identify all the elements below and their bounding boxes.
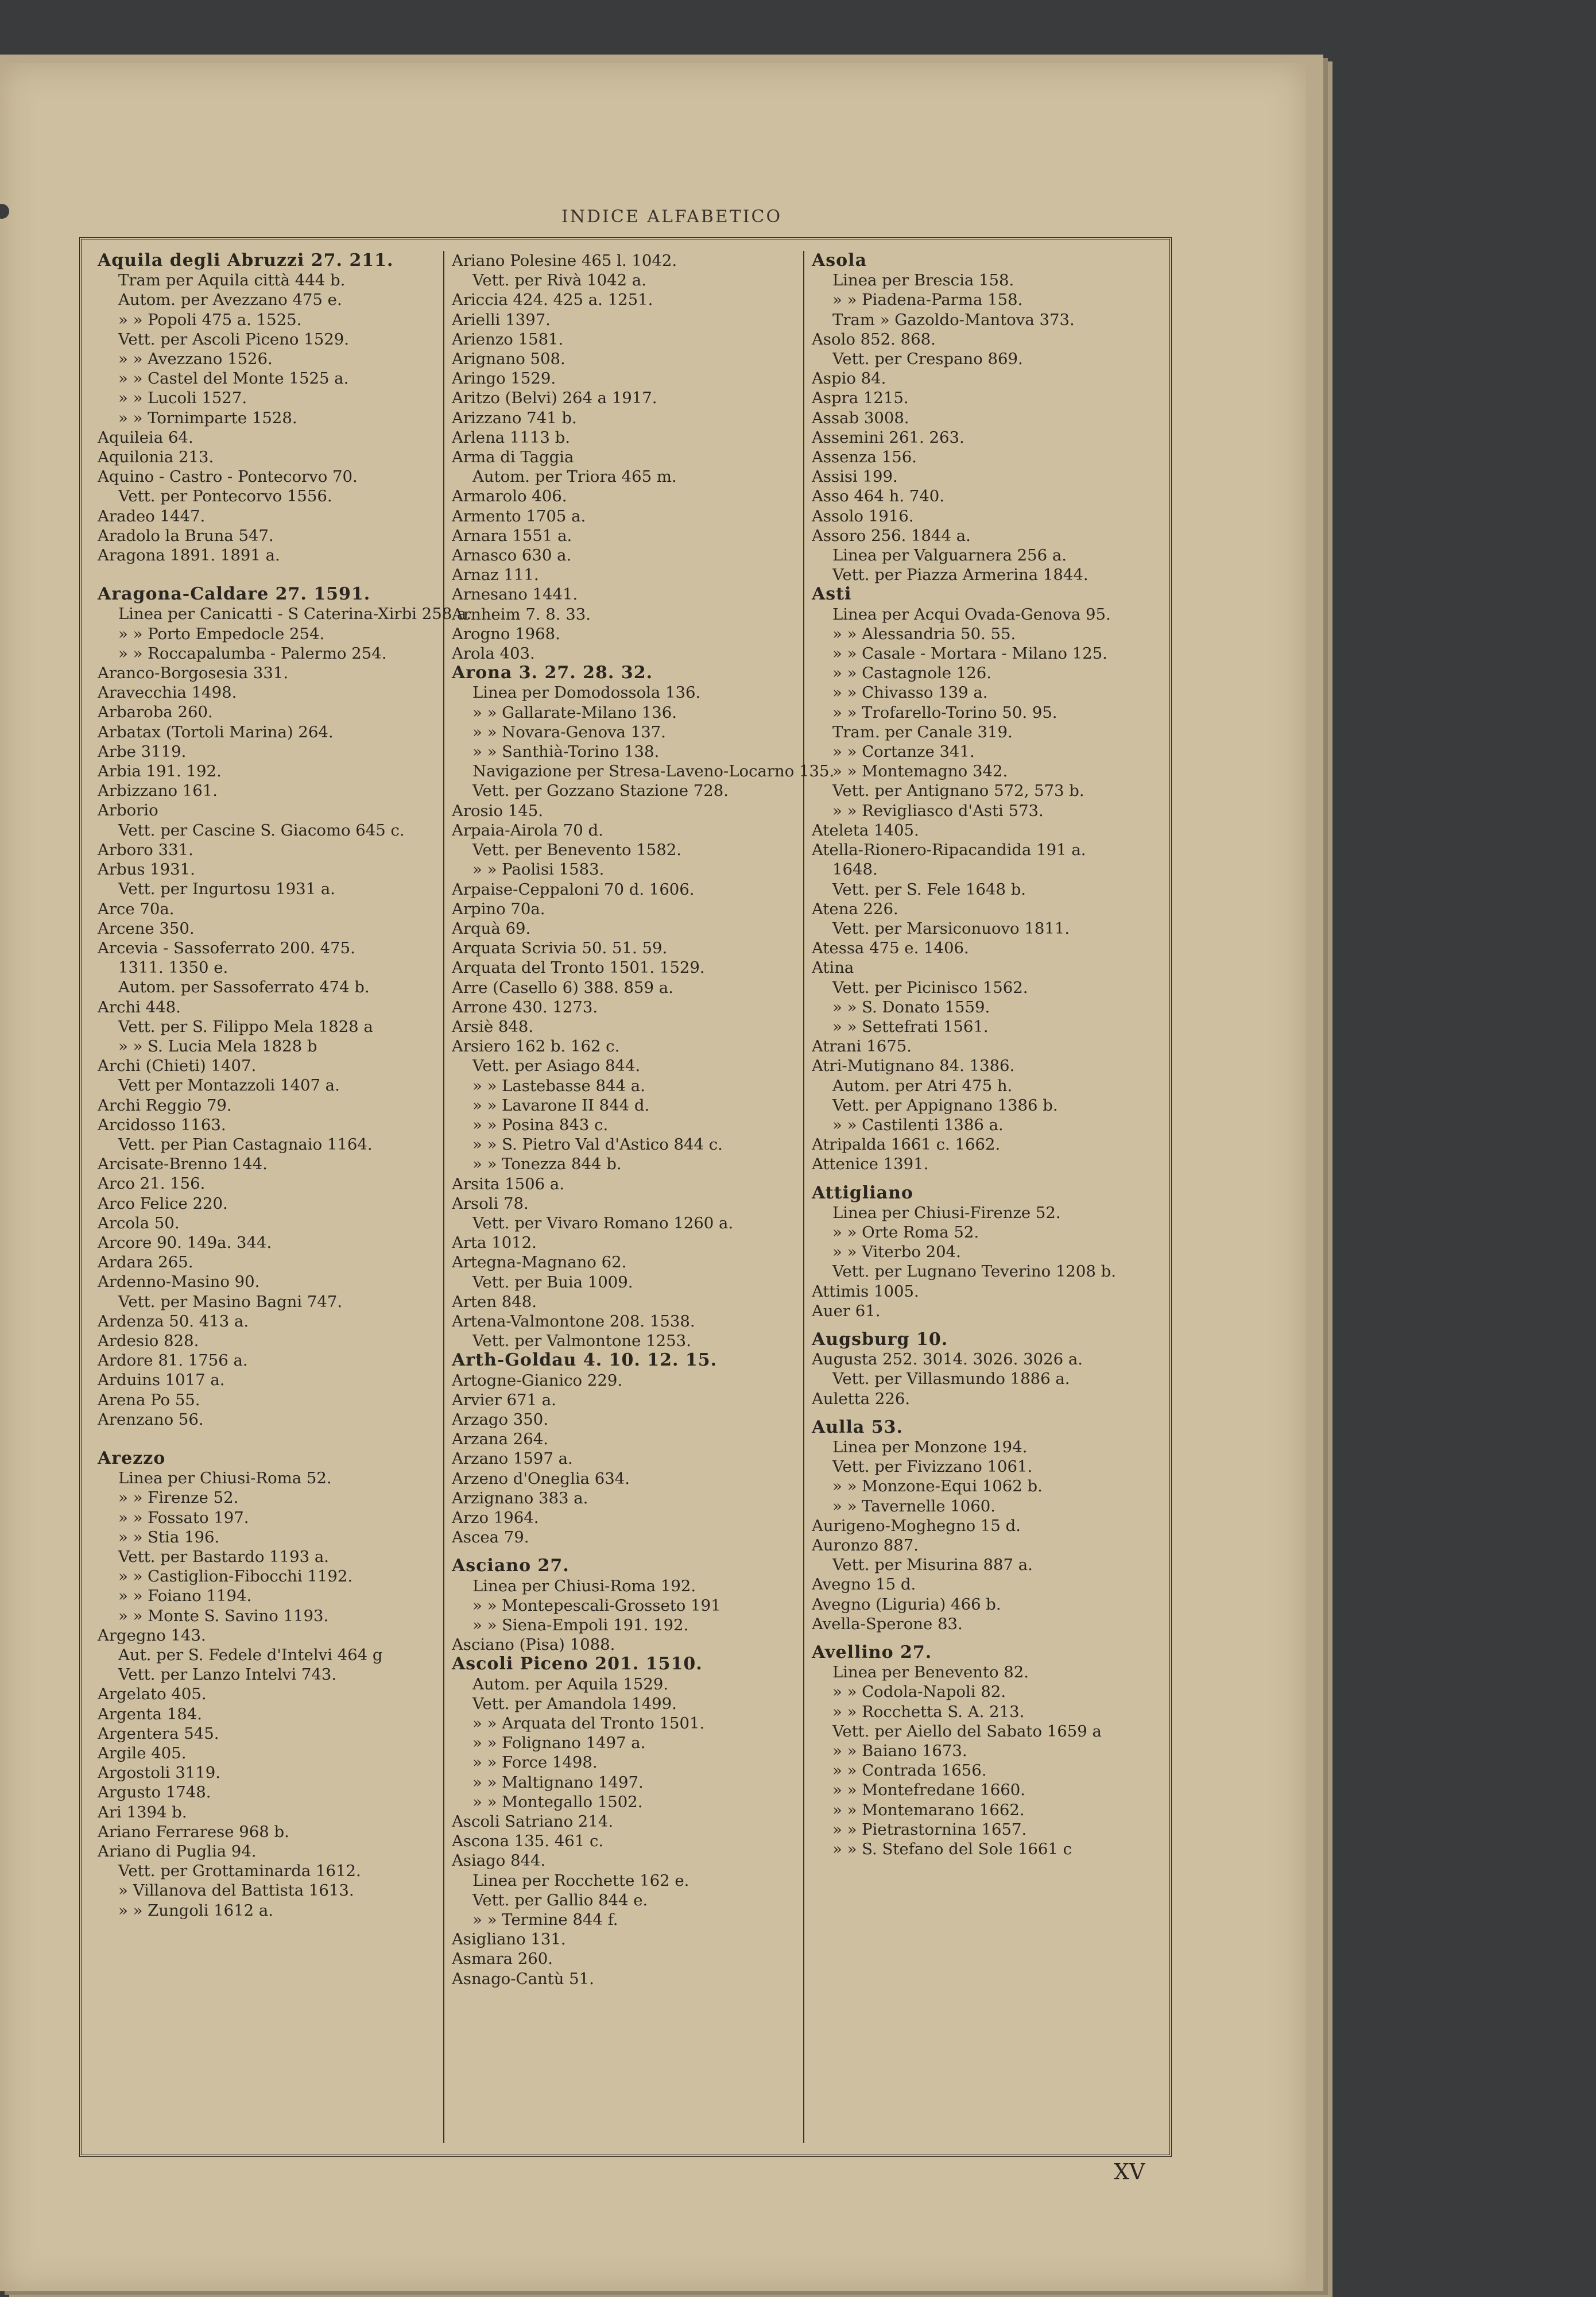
index-entry: » » Baiano 1673. — [832, 1742, 967, 1761]
index-entry: Assab 3008. — [812, 408, 909, 427]
index-entry: » » Montefredane 1660. — [832, 1781, 1025, 1800]
index-entry: 1311. 1350 e. — [118, 958, 228, 977]
index-entry: Vett. per Grottaminarda 1612. — [118, 1862, 361, 1881]
index-entry: Argile 405. — [98, 1744, 187, 1763]
index-entry: Autom. per Triora 465 m. — [472, 467, 677, 486]
index-entry: » » S. Stefano del Sole 1661 c — [832, 1840, 1072, 1859]
index-entry: Arpaia-Airola 70 d. — [452, 821, 603, 840]
index-entry: Atena 226. — [812, 899, 898, 918]
index-heading: Aquila degli Abruzzi 27. 211. — [98, 250, 394, 270]
index-entry: » » Roccapalumba - Palermo 254. — [118, 644, 387, 663]
index-entry: Arnasco 630 a. — [452, 546, 572, 565]
index-entry: Arduins 1017 a. — [98, 1371, 225, 1390]
index-entry: Arignano 508. — [452, 350, 565, 369]
index-entry: » » Santhià-Torino 138. — [472, 743, 660, 761]
index-entry: Vett. per Marsiconuovo 1811. — [832, 919, 1070, 938]
index-entry: Arzano 1597 a. — [452, 1449, 573, 1468]
index-entry: » » Monte S. Savino 1193. — [118, 1606, 329, 1625]
index-entry: Linea per Acqui Ovada-Genova 95. — [832, 605, 1111, 624]
index-entry: Ariano Polesine 465 l. 1042. — [452, 252, 677, 270]
index-entry: » Villanova del Battista 1613. — [118, 1881, 354, 1900]
index-entry: Asciano (Pisa) 1088. — [452, 1635, 615, 1654]
index-entry: 1648. — [832, 860, 878, 879]
index-entry: Armento 1705 a. — [452, 506, 586, 525]
index-entry: Arbia 191. 192. — [98, 762, 222, 781]
index-entry: » » Novara-Genova 137. — [472, 722, 666, 741]
index-entry: Arco Felice 220. — [98, 1194, 228, 1213]
index-entry: Assoro 256. 1844 a. — [812, 526, 971, 545]
index-entry: » » Pietrastornina 1657. — [832, 1820, 1027, 1839]
index-entry: Aravecchia 1498. — [98, 683, 237, 702]
index-entry: Arena Po 55. — [98, 1390, 200, 1409]
index-entry: Attenice 1391. — [812, 1155, 929, 1174]
index-entry: Vett. per Appignano 1386 b. — [832, 1096, 1058, 1115]
index-entry: Aquino - Castro - Pontecorvo 70. — [98, 467, 358, 486]
index-entry: Tram. per Canale 319. — [832, 722, 1013, 741]
index-entry: Aradeo 1447. — [98, 506, 206, 525]
index-entry: Arizzano 741 b. — [452, 408, 577, 427]
index-entry: Arenzano 56. — [98, 1410, 204, 1429]
index-entry: Arosio 145. — [452, 801, 543, 820]
index-entry: Ascona 135. 461 c. — [452, 1832, 604, 1851]
index-entry: » » Folignano 1497 a. — [472, 1734, 646, 1753]
index-entry: Vett. per Gozzano Stazione 728. — [472, 782, 729, 801]
index-entry: Arcevia - Sassoferrato 200. 475. — [98, 938, 355, 957]
index-entry: Aranco-Borgosesia 331. — [98, 664, 289, 683]
index-entry: Arnesano 1441. — [452, 585, 578, 604]
index-column-3 — [812, 251, 1156, 2143]
column-rule — [803, 251, 804, 2143]
index-heading: Arezzo — [98, 1448, 166, 1468]
index-entry: Arsita 1506 a. — [452, 1174, 564, 1193]
index-entry: Ardenno-Masino 90. — [98, 1273, 260, 1291]
index-entry: » » Orte Roma 52. — [832, 1223, 979, 1242]
index-entry: Vett. per Misurina 887 a. — [832, 1556, 1033, 1575]
index-entry: Arbe 3119. — [98, 742, 187, 761]
index-entry: Vett. per Antignano 572, 573 b. — [832, 782, 1084, 801]
index-entry: Arienzo 1581. — [452, 330, 564, 349]
index-entry: Auer 61. — [812, 1301, 881, 1320]
index-entry: » » Contrada 1656. — [832, 1761, 987, 1780]
index-entry: Vett. per Valmontone 1253. — [472, 1332, 691, 1351]
index-entry: Avegno 15 d. — [812, 1575, 916, 1594]
index-entry: Vett. per Cascine S. Giacomo 645 c. — [118, 821, 405, 840]
index-entry: Aurigeno-Moghegno 15 d. — [812, 1516, 1021, 1535]
index-entry: Linea per Chiusi-Roma 192. — [472, 1576, 696, 1595]
index-entry: Argusto 1748. — [98, 1783, 211, 1802]
index-entry: » » Castiglion-Fibocchi 1192. — [118, 1567, 353, 1586]
index-entry: » » Avezzano 1526. — [118, 350, 273, 369]
index-entry: Archi Reggio 79. — [98, 1096, 232, 1115]
index-entry: » » Casale - Mortara - Milano 125. — [832, 644, 1107, 663]
index-heading: Aulla 53. — [812, 1417, 903, 1437]
index-heading: Asti — [812, 584, 852, 605]
index-entry: Vett. per Ingurtosu 1931 a. — [118, 880, 336, 899]
index-entry: Autom. per Aquila 1529. — [472, 1675, 669, 1693]
index-entry: » » Arquata del Tronto 1501. — [472, 1714, 705, 1733]
index-entry: » » Montemagno 342. — [832, 762, 1008, 781]
index-entry: Tram per Aquila città 444 b. — [118, 271, 346, 290]
page-header: INDICE ALFABETICO — [561, 207, 782, 227]
index-entry: Vett. per Crespano 869. — [832, 350, 1023, 369]
index-entry: Linea per Canicatti - S Caterina-Xirbi 258 a. — [118, 605, 472, 624]
index-entry: Arzo 1964. — [452, 1509, 539, 1527]
index-entry: Argostoli 3119. — [98, 1764, 220, 1782]
index-entry: Ardesio 828. — [98, 1331, 199, 1350]
index-entry: » » Lastebasse 844 a. — [472, 1076, 645, 1095]
index-entry: Asigliano 131. — [452, 1930, 566, 1949]
index-entry: Aspio 84. — [812, 369, 886, 388]
index-entry: Arta 1012. — [452, 1233, 537, 1252]
index-entry: » » Paolisi 1583. — [472, 860, 605, 879]
index-entry: Aradolo la Bruna 547. — [98, 526, 274, 545]
index-entry: Arcola 50. — [98, 1213, 180, 1232]
index-heading: Arth-Goldau 4. 10. 12. 15. — [452, 1350, 718, 1371]
index-entry: » » Firenze 52. — [118, 1488, 239, 1507]
index-entry: Asmara 260. — [452, 1950, 553, 1969]
index-entry: Linea per Benevento 82. — [832, 1663, 1029, 1682]
index-entry: Aragona 1891. 1891 a. — [98, 546, 280, 565]
index-entry: Vett. per Pontecorvo 1556. — [118, 487, 332, 506]
index-entry: Ariccia 424. 425 a. 1251. — [452, 291, 653, 310]
index-entry: » » Montegallo 1502. — [472, 1792, 643, 1811]
index-entry: Assisi 199. — [812, 467, 898, 486]
index-entry: Arpino 70a. — [452, 899, 545, 918]
index-column-1 — [98, 250, 472, 2143]
index-entry: Vett. per Aiello del Sabato 1659 a — [832, 1722, 1102, 1741]
index-entry: Arpaise-Ceppaloni 70 d. 1606. — [452, 880, 695, 899]
index-entry: Aut. per S. Fedele d'Intelvi 464 g — [118, 1646, 383, 1665]
index-entry: Vett per Montazzoli 1407 a. — [118, 1076, 340, 1095]
index-heading: Augsburg 10. — [812, 1329, 948, 1349]
index-entry: » » Revigliasco d'Asti 573. — [832, 801, 1044, 820]
index-entry: Arogno 1968. — [452, 624, 560, 643]
index-entry: » » Lavarone II 844 d. — [472, 1096, 650, 1115]
index-entry: Ariano di Puglia 94. — [98, 1842, 257, 1861]
index-entry: Arzeno d'Oneglia 634. — [452, 1469, 630, 1488]
index-entry: Atrani 1675. — [812, 1037, 912, 1056]
index-entry: Linea per Chiusi-Roma 52. — [118, 1469, 332, 1488]
index-entry: » » Castilenti 1386 a. — [832, 1115, 1004, 1134]
index-entry: » » Tavernelle 1060. — [832, 1496, 996, 1515]
index-entry: Linea per Rocchette 162 e. — [472, 1871, 689, 1890]
index-entry: Autom. per Atri 475 h. — [832, 1076, 1013, 1095]
index-entry: Autom. per Sassoferrato 474 b. — [118, 978, 370, 997]
index-entry: Vett. per S. Filippo Mela 1828 a — [118, 1017, 373, 1036]
index-entry: Aquileia 64. — [98, 428, 193, 447]
index-entry: Asolo 852. 868. — [812, 330, 936, 349]
index-entry: Aringo 1529. — [452, 369, 556, 388]
index-entry: » » Popoli 475 a. 1525. — [118, 310, 302, 329]
index-entry: » » Stia 196. — [118, 1528, 220, 1546]
index-entry: Arielli 1397. — [452, 310, 551, 329]
index-entry: » » Force 1498. — [472, 1753, 598, 1772]
index-entry: » » Foiano 1194. — [118, 1587, 252, 1606]
index-entry: Arquata Scrivia 50. 51. 59. — [452, 939, 668, 958]
index-entry: Attimis 1005. — [812, 1282, 919, 1301]
index-entry: Ascea 79. — [452, 1528, 529, 1547]
index-entry: Vett. per Amandola 1499. — [472, 1694, 677, 1713]
index-entry: Arsiè 848. — [452, 1017, 534, 1036]
index-entry: Arvier 671 a. — [452, 1390, 556, 1409]
index-entry: Arten 848. — [452, 1292, 537, 1311]
index-entry: Ari 1394 b. — [98, 1803, 187, 1822]
index-entry: Autom. per Avezzano 475 e. — [118, 291, 342, 310]
index-entry: » » Viterbo 204. — [832, 1243, 961, 1262]
index-entry: » » Montepescali-Grosseto 191 — [472, 1596, 721, 1615]
index-entry: » » Siena-Empoli 191. 192. — [472, 1616, 689, 1635]
index-entry: Artogne-Gianico 229. — [452, 1371, 623, 1390]
index-entry: Archi 448. — [98, 997, 181, 1016]
index-entry: » » Chivasso 139 a. — [832, 683, 988, 702]
index-heading: Aragona-Caldare 27. 1591. — [98, 584, 371, 605]
index-entry: Arnaz 111. — [452, 566, 539, 585]
index-entry: Arola 403. — [452, 644, 535, 663]
index-entry: Vett. per Gallio 844 e. — [472, 1890, 648, 1909]
index-entry: » » Posina 843 c. — [472, 1115, 609, 1134]
index-entry: Tram » Gazoldo-Mantova 373. — [832, 310, 1075, 329]
index-entry: » » S. Donato 1559. — [832, 997, 990, 1016]
index-entry: Arquà 69. — [452, 919, 531, 938]
index-entry: Arquata del Tronto 1501. 1529. — [452, 958, 705, 977]
index-entry: Vett. per Buia 1009. — [472, 1273, 633, 1291]
index-entry: Vett. per Bastardo 1193 a. — [118, 1548, 330, 1566]
index-entry: Atessa 475 e. 1406. — [812, 939, 969, 958]
book-page — [0, 63, 1306, 2291]
index-entry: Vett. per Lanzo Intelvi 743. — [118, 1665, 337, 1684]
index-entry: Argelato 405. — [98, 1685, 207, 1704]
index-entry: » » Alessandria 50. 55. — [832, 624, 1016, 643]
index-entry: Assemini 261. 263. — [812, 428, 964, 447]
index-entry: Aspra 1215. — [812, 389, 909, 408]
index-entry: » » Tornimparte 1528. — [118, 408, 297, 427]
index-entry: Atina — [812, 958, 854, 977]
index-entry: Arco 21. 156. — [98, 1174, 206, 1193]
index-entry: Vett. per S. Fele 1648 b. — [832, 880, 1026, 899]
index-entry: Arrone 430. 1273. — [452, 997, 598, 1016]
index-entry: » » S. Pietro Val d'Astico 844 c. — [472, 1135, 723, 1154]
index-entry: Aritzo (Belvi) 264 a 1917. — [452, 389, 657, 408]
index-entry: Asnago-Cantù 51. — [452, 1969, 594, 1988]
index-entry: Arbizzano 161. — [98, 782, 218, 801]
index-entry: Artegna-Magnano 62. — [452, 1253, 627, 1272]
index-entry: » » Gallarate-Milano 136. — [472, 703, 677, 722]
index-entry: Arborio — [98, 801, 158, 820]
index-entry: Asiago 844. — [452, 1851, 546, 1870]
index-entry: » » Tonezza 844 b. — [472, 1155, 622, 1174]
index-entry: Atri-Mutignano 84. 1386. — [812, 1057, 1015, 1076]
index-entry: Artena-Valmontone 208. 1538. — [452, 1312, 695, 1331]
index-entry: Archi (Chieti) 1407. — [98, 1057, 257, 1076]
index-entry: Ardore 81. 1756 a. — [98, 1351, 248, 1370]
index-entry: Assolo 1916. — [812, 506, 914, 525]
index-entry: Vett. per Villasmundo 1886 a. — [832, 1370, 1070, 1389]
index-frame — [79, 237, 1172, 2157]
index-entry: Arma di Taggia — [452, 448, 574, 467]
index-entry: Vett. per Fivizzano 1061. — [832, 1457, 1033, 1476]
index-entry: Arcene 350. — [98, 919, 195, 938]
index-entry: Arce 70a. — [98, 899, 175, 918]
index-entry: Augusta 252. 3014. 3026. 3026 a. — [812, 1350, 1083, 1369]
index-entry: Arlena 1113 b. — [452, 428, 570, 447]
index-entry: » » Castel del Monte 1525 a. — [118, 369, 349, 388]
index-entry: Argentera 545. — [98, 1724, 219, 1743]
index-entry: Vett. per Pian Castagnaio 1164. — [118, 1135, 373, 1154]
index-heading: Asola — [812, 250, 867, 270]
index-entry: Arcidosso 1163. — [98, 1115, 226, 1134]
index-entry: Aquilonia 213. — [98, 448, 214, 467]
index-entry: Ariano Ferrarese 968 b. — [98, 1822, 289, 1841]
index-entry: Ardara 265. — [98, 1253, 193, 1272]
index-entry: Arboro 331. — [98, 840, 193, 859]
index-entry: Ascoli Satriano 214. — [452, 1812, 614, 1831]
index-entry: » » Castagnole 126. — [832, 664, 992, 683]
page-number: XV — [1114, 2159, 1145, 2184]
index-entry: Armarolo 406. — [452, 487, 567, 506]
index-entry: Asso 464 h. 740. — [812, 487, 945, 506]
binding-hole — [0, 204, 9, 219]
index-entry: Argenta 184. — [98, 1704, 203, 1723]
index-entry: » » Zungoli 1612 a. — [118, 1901, 274, 1920]
index-entry: Vett. per Piazza Armerina 1844. — [832, 566, 1088, 585]
index-entry: Arzago 350. — [452, 1410, 549, 1429]
index-entry: Assenza 156. — [812, 448, 917, 467]
index-entry: Linea per Chiusi-Firenze 52. — [832, 1203, 1061, 1222]
index-entry: Vett. per Masino Bagni 747. — [118, 1292, 343, 1311]
index-entry: Atella-Rionero-Ripacandida 191 a. — [812, 841, 1086, 860]
index-entry: Avella-Sperone 83. — [812, 1614, 963, 1633]
index-entry: » » Cortanze 341. — [832, 743, 975, 761]
index-entry: Vett. per Rivà 1042 a. — [472, 271, 646, 290]
index-entry: Linea per Monzone 194. — [832, 1437, 1028, 1456]
index-entry: » » S. Lucia Mela 1828 b — [118, 1037, 317, 1055]
column-rule — [443, 251, 444, 2143]
index-entry: » » Trofarello-Torino 50. 95. — [832, 703, 1057, 722]
index-entry: Vett. per Lugnano Teverino 1208 b. — [832, 1262, 1116, 1281]
index-entry: » » Fossato 197. — [118, 1508, 249, 1527]
index-heading: Attigliano — [812, 1182, 913, 1203]
index-entry: Arzana 264. — [452, 1430, 548, 1449]
index-entry: Arzignano 383 a. — [452, 1488, 588, 1507]
index-entry: Auronzo 887. — [812, 1536, 919, 1554]
index-entry: Vett. per Asiago 844. — [472, 1057, 641, 1076]
index-heading: Arona 3. 27. 28. 32. — [452, 663, 653, 683]
index-entry: Auletta 226. — [812, 1389, 911, 1408]
index-entry: Arbatax (Tortoli Marina) 264. — [98, 722, 334, 741]
index-entry: Arnara 1551 a. — [452, 526, 572, 545]
index-entry: Arbaroba 260. — [98, 703, 213, 722]
index-entry: Vett. per Ascoli Piceno 1529. — [118, 330, 349, 349]
index-entry: » » Piadena-Parma 158. — [832, 291, 1023, 310]
index-entry: » » Montemarano 1662. — [832, 1800, 1025, 1819]
index-entry: Ateleta 1405. — [812, 821, 919, 840]
index-entry: Linea per Domodossola 136. — [472, 683, 701, 702]
index-entry: Avegno (Liguria) 466 b. — [812, 1595, 1001, 1614]
index-entry: Atripalda 1661 c. 1662. — [812, 1135, 1001, 1154]
index-heading: Asciano 27. — [452, 1556, 570, 1576]
index-entry: » » Termine 844 f. — [472, 1911, 618, 1929]
index-entry: Arsiero 162 b. 162 c. — [452, 1037, 620, 1056]
index-entry: » » Maltignano 1497. — [472, 1773, 644, 1792]
index-entry: Arsoli 78. — [452, 1194, 529, 1213]
index-entry: Ardenza 50. 413 a. — [98, 1312, 249, 1331]
index-entry: Vett. per Vivaro Romano 1260 a. — [472, 1213, 734, 1232]
index-entry: Argegno 143. — [98, 1626, 206, 1645]
index-entry: Arcisate-Brenno 144. — [98, 1155, 268, 1174]
index-entry: Vett. per Picinisco 1562. — [832, 978, 1028, 997]
index-entry: » » Lucoli 1527. — [118, 389, 247, 408]
index-entry: Arcore 90. 149a. 344. — [98, 1233, 272, 1252]
index-entry: » » Settefrati 1561. — [832, 1017, 989, 1036]
index-entry: Arre (Casello 6) 388. 859 a. — [452, 978, 673, 997]
index-heading: Ascoli Piceno 201. 1510. — [452, 1654, 703, 1675]
index-entry: Linea per Valguarnera 256 a. — [832, 546, 1067, 565]
index-entry: » » Porto Empedocle 254. — [118, 624, 325, 643]
index-entry: » » Monzone-Equi 1062 b. — [832, 1477, 1043, 1496]
index-heading: Avellino 27. — [812, 1642, 932, 1663]
index-entry: Arnheim 7. 8. 33. — [452, 605, 591, 624]
index-entry: Arbus 1931. — [98, 860, 195, 879]
index-entry: Navigazione per Stresa-Laveno-Locarno 135. — [472, 762, 835, 781]
index-entry: Linea per Brescia 158. — [832, 271, 1014, 290]
index-entry: Vett. per Benevento 1582. — [472, 841, 682, 860]
index-entry: » » Codola-Napoli 82. — [832, 1683, 1006, 1702]
index-entry: » » Rocchetta S. A. 213. — [832, 1702, 1025, 1721]
